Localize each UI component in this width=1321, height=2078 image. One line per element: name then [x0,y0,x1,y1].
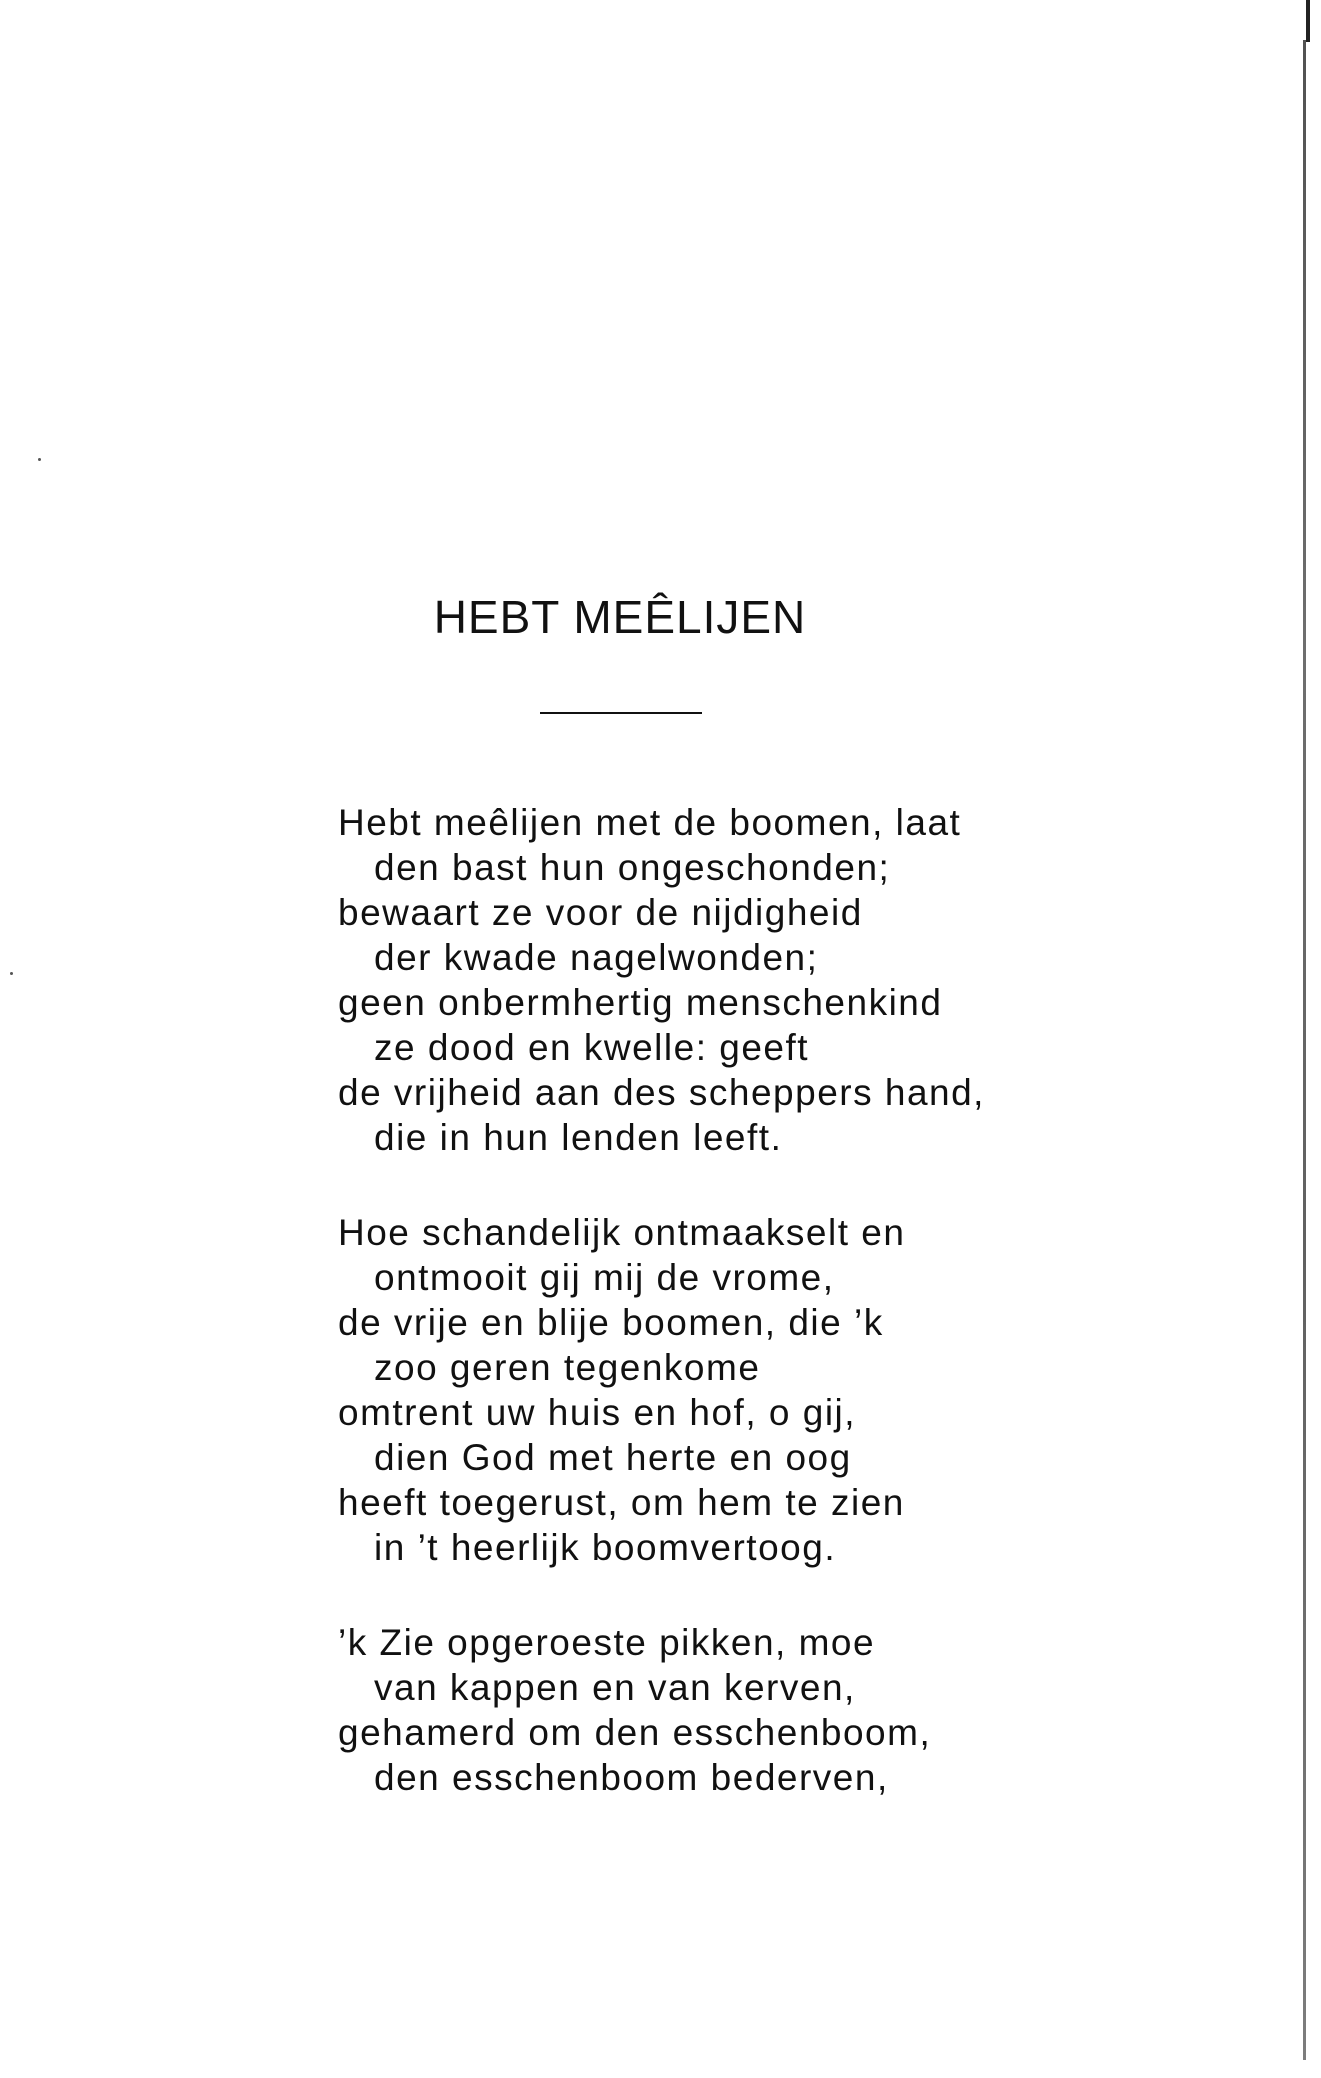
title-rule [540,712,702,714]
poem-line: Hebt meêlijen met de boomen, laat [338,802,962,843]
poem-line: den bast hun ongeschonden; [374,847,891,888]
poem-line: geen onbermhertig menschenkind [338,982,943,1023]
poem-line: Hoe schandelijk ontmaakselt en [338,1212,906,1253]
poem-line: die in hun lenden leeft. [374,1117,783,1158]
poem-line: ontmooit gij mij de vrome, [374,1257,835,1298]
poem-title: HEBT MEÊLIJEN [433,591,807,643]
stanza-3 [338,1620,1038,1800]
poem-line: van kappen en van kerven, [374,1667,856,1708]
poem-line: dien God met herte en oog [374,1437,852,1478]
poem-line: bewaart ze voor de nijdigheid [338,892,863,933]
poem-line: zoo geren tegenkome [374,1347,761,1388]
poem-body [338,800,1038,1850]
poem-line: de vrije en blije boomen, die ’k [338,1302,884,1343]
poem-line: de vrijheid aan des scheppers hand, [338,1072,985,1113]
poem-line: omtrent uw huis en hof, o gij, [338,1392,857,1433]
paper-speck [38,458,41,461]
page-edge-shadow [1303,40,1306,2060]
paper-speck [10,972,13,975]
poem-line: ze dood en kwelle: geeft [374,1027,810,1068]
poem-line: den esschenboom bederven, [374,1757,889,1798]
poem-line: gehamerd om den esschenboom, [338,1712,932,1753]
poem-line: der kwade nagelwonden; [374,937,819,978]
poem-line: heeft toegerust, om hem te zien [338,1482,905,1523]
stanza-1 [338,800,1038,1160]
page-edge-mark [1306,0,1310,42]
stanza-2 [338,1210,1038,1570]
poem-line: ’k Zie opgeroeste pikken, moe [338,1622,876,1663]
poem-line: in ’t heerlijk boomvertoog. [374,1527,837,1568]
